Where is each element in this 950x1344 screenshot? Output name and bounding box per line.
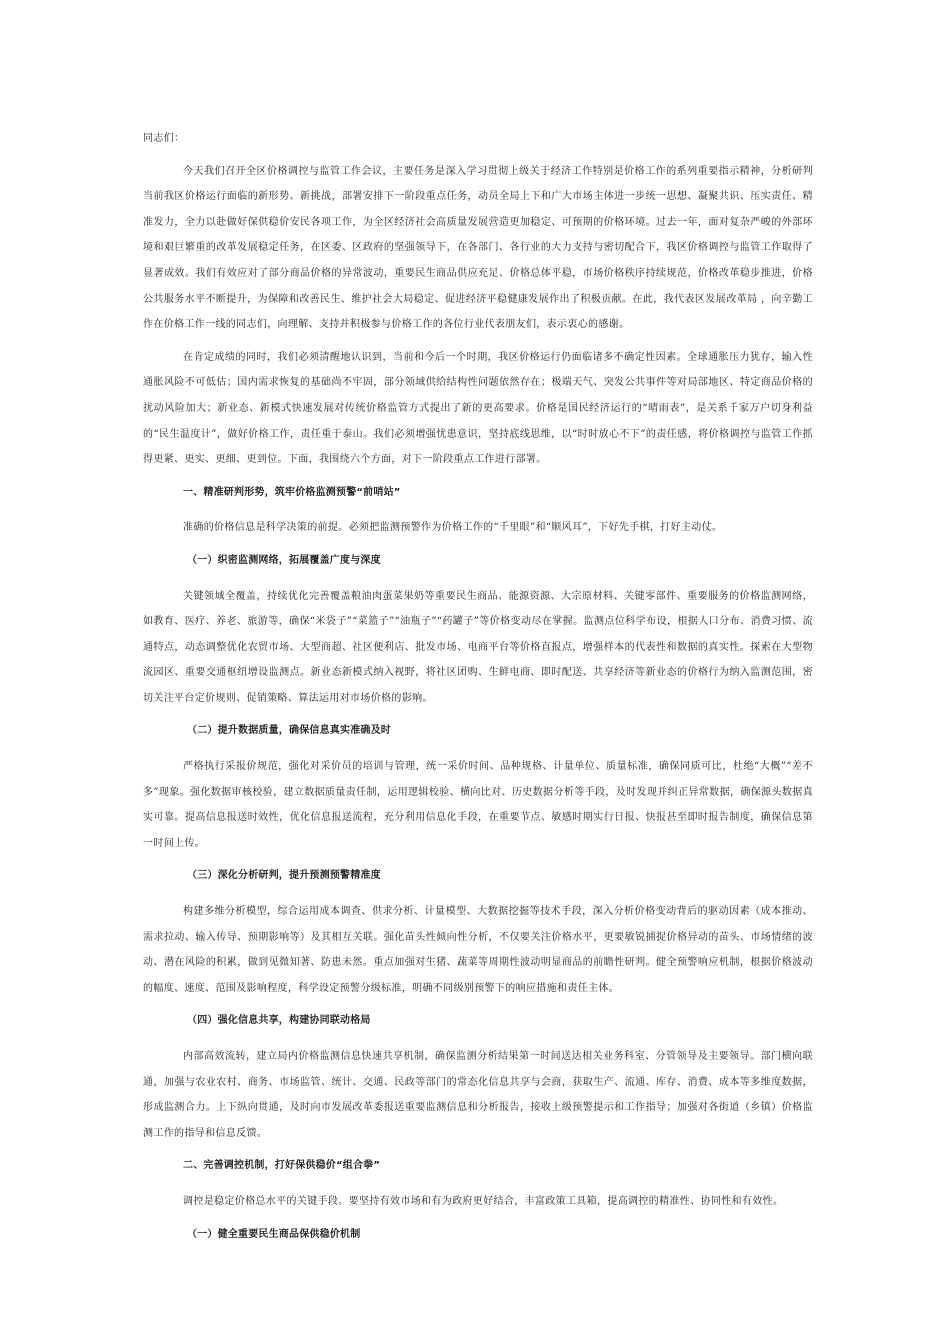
section-1-sub-3-text: 构建多维分析模型，综合运用成本调查、供求分析、计量模型、大数据挖掘等技术手段，深入分析价格变动背后的驱动因素（成本推动、需求拉动、输入传导、预期影响等）及其相互关联。强化苗头性倾向性分析，不仅要关注价格水平，更要敏锐捕捉价格异动的苗头、市场情绪的波动、潜在风险的积累，做到见微知著、防患未然。重点加强对生猪、蔬菜等周期性波动明显商品的前瞻性研判。健全预警响应机制，根据价格波动的幅度、速度、范围及影响程度，科学设定预警分级标准，明确不同级别预警下的响应措施和责任主体。: [143, 906, 813, 994]
section-1-sub-2-heading: （二）提升数据质量，确保信息真实准确及时: [187, 725, 391, 737]
intro-paragraph-1: 今天我们召开全区价格调控与监管工作会议，主要任务是深入学习贯彻上级关于经济工作特别是价格工作的系列重要指示精神，分析研判当前我区价格运行面临的新形势、新挑战，部署安排下一阶段重点任务，动员全局上下和广大市场主体进一步统一思想、凝聚共识、压实责任、精准发力，全力以赴做好保供稳价安民各项工作，为全区经济社会高质量发展营造更加稳定、可预期的价格环境。过去一年，面对复杂严峻的外部环境和艰巨繁重的改革发展稳定任务，在区委、区政府的坚强领导下，在各部门、各行业的大力支持与密切配合下，我区价格调控与监管工作取得了显著成效。我们有效应对了部分商品价格的异常波动，重要民生商品供应充足、价格总体平稳，市场价格秩序持续规范，价格改革稳步推进，价格公共服务水平不断提升，为保障和改善民生、维护社会大局稳定、促进经济平稳健康发展作出了积极贡献。在此，我代表区发展改革局 ，向辛勤工作在价格工作一线的同志们，向理解、支持并积极参与价格工作的各位行业代表朋友们，表示衷心的感谢。: [143, 165, 813, 331]
section-2-intro: 调控是稳定价格总水平的关键手段。要坚持有效市场和有为政府更好结合，丰富政策工具箱，提高调控的精准性、协同性和有效性。: [183, 1195, 784, 1207]
greeting: 同志们：: [143, 133, 185, 144]
section-2-heading: 二、完善调控机制，打好保供稳价“组合拳”: [183, 1160, 381, 1172]
section-1-sub-2-text: 严格执行采报价规范，强化对采价员的培训与管理，统一采价时间、品种规格、计量单位、质量标准，确保同质可比，杜绝“大概”“差不多”现象。强化数据审核校验，建立数据质量责任制，运用逻辑校验、横向比对、历史数据分析等手段，及时发现并纠正异常数据，确保源头数据真实可靠。提高信息报送时效性，优化信息报送流程，充分利用信息化手段，在重要节点、敏感时期实行日报、快报甚至即时报告制度，确保信息第一时间上传。: [143, 761, 813, 849]
section-1-heading: 一、精准研判形势，筑牢价格监测预警“前哨站”: [183, 486, 401, 498]
section-1-intro: 准确的价格信息是科学决策的前提。必须把监测预警作为价格工作的“千里眼”和“顺风耳”，下好先手棋，打好主动仗。: [183, 522, 723, 534]
section-1-sub-4-text: 内部高效流转，建立局内价格监测信息快速共享机制，确保监测分析结果第一时间送达相关业务科室、分管领导及主要领导。部门横向联通，加强与农业农村、商务、市场监管、统计、交通、民政等部门的常态化信息共享与会商，获取生产、流通、库存、消费、成本等多维度数据，形成监测合力。上下纵向贯通，及时向市发展改革委报送重要监测信息和分析报告，接收上级预警提示和工作指导；加强对各街道（乡镇）价格监测工作的指导和信息反馈。: [143, 1051, 813, 1139]
section-2-sub-1-heading: （一）健全重要民生商品保供稳价机制: [187, 1228, 361, 1240]
section-1-sub-1-text: 关键领域全覆盖，持续优化完善覆盖粮油肉蛋菜果奶等重要民生商品、能源资源、大宗原材料、关键零部件、重要服务的价格监测网络，如教育、医疗、养老、旅游等，确保“米袋子”“菜篮子”“油瓶子”“药罐子”等价格变动尽在掌握。监测点位科学布设，根据人口分布、消费习惯、流通特点，动态调整优化农贸市场、大型商超、社区便利店、批发市场、电商平台等价格直报点，增强样本的代表性和数据的真实性。探索在大型物流园区、重要交通枢纽增设监测点。新业态新模式纳入视野，将社区团购、生鲜电商、即时配送、共享经济等新业态的价格行为纳入监测范围，密切关注平台定价规则、促销策略、算法运用对市场价格的影响。: [143, 590, 813, 704]
intro-paragraph-2: 在肯定成绩的同时，我们必须清醒地认识到，当前和今后一个时期，我区价格运行仍面临诸多不确定性因素。全球通胀压力犹存，输入性通胀风险不可低估；国内需求恢复的基础尚不牢固，部分领域供给结构性问题依然存在；极端天气、突发公共事件等对局部地区、特定商品价格的扰动风险加大；新业态、新模式快速发展对传统价格监管方式提出了新的更高要求。价格是国民经济运行的“晴雨表”，是关系千家万户切身利益的“民生温度计”，做好价格工作，责任重于泰山。我们必须增强忧患意识，坚持底线思维，以“时时放心不下”的责任感，将价格调控与监管工作抓得更紧、更实、更细、更到位。下面，我围绕六个方面，对下一阶段重点工作进行部署。: [143, 351, 813, 466]
document-page: [143, 126, 813, 1257]
section-1-sub-4-heading: （四）强化信息共享，构建协同联动格局: [187, 1015, 371, 1027]
section-1-sub-3-heading: （三）深化分析研判，提升预测预警精准度: [187, 870, 381, 882]
section-1-sub-1-heading: （一）织密监测网络，拓展覆盖广度与深度: [187, 554, 381, 566]
